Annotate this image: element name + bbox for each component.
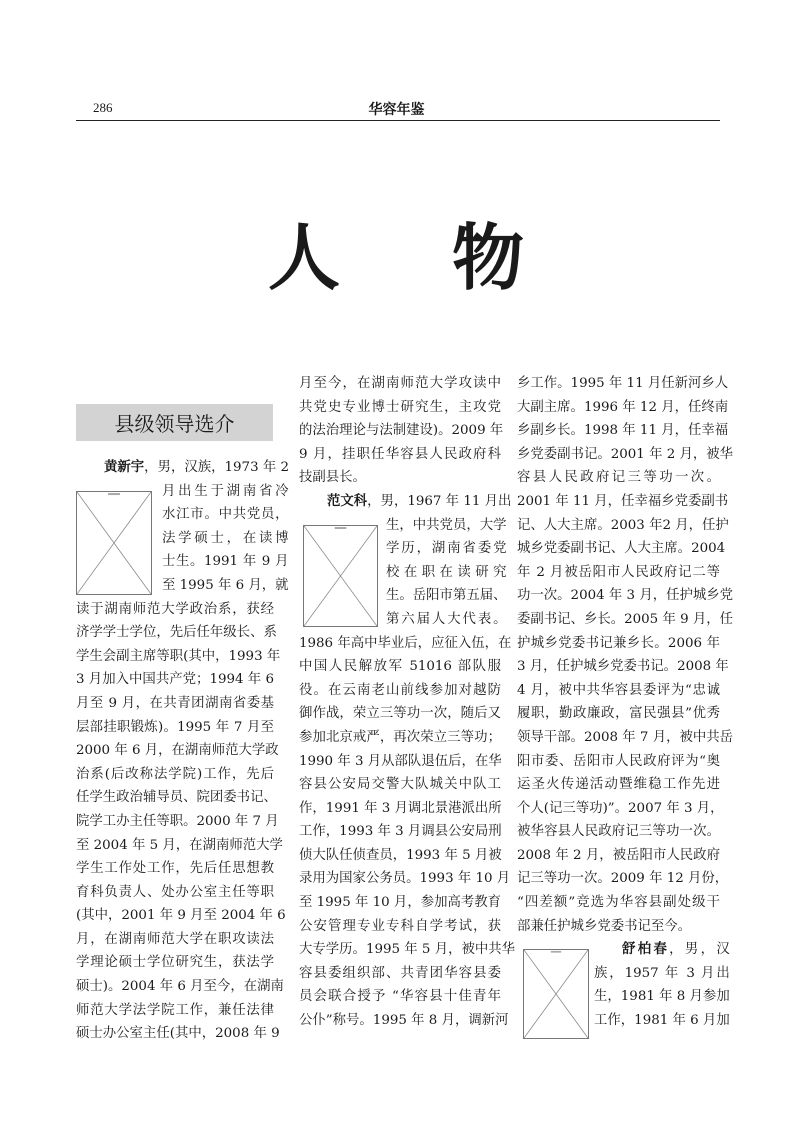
section-heading	[76, 404, 273, 441]
column-3	[517, 372, 734, 1039]
line-text: 公安管理专业专科自学考试，获	[299, 918, 501, 934]
line-text: 3 月，任护城乡党委书记。2008 年	[517, 659, 729, 675]
line-text: 法学硕士，在读博	[162, 530, 289, 546]
line-text: 月，在湖南师范大学在职攻读法	[76, 931, 274, 947]
line-text: 至 1995 年 10 月，参加高考教育	[299, 895, 502, 911]
line-text: 2008 年 2 月，被岳阳市人民政府	[517, 847, 720, 863]
text-line	[76, 1022, 280, 1046]
text-line	[299, 820, 501, 844]
text-line	[76, 763, 274, 787]
text-line	[76, 739, 279, 763]
person-name: 黄新宇	[104, 460, 145, 475]
line-text: 役。在云南老山前线参加对越防	[299, 682, 501, 698]
column-2	[299, 372, 516, 1033]
line-text: 功一次。2004 年 3 月，任护城乡党	[517, 588, 734, 604]
text-line	[386, 514, 507, 538]
text-line	[299, 773, 501, 797]
line-text: 侦大队任侦查员，1993 年 5 月被	[299, 847, 502, 863]
text-line	[162, 503, 289, 527]
line-text: 硕士)。2004 年 6 月至今，在湖南	[76, 979, 284, 995]
line-text: 生。岳阳市第五届、	[386, 588, 507, 604]
line-text: 学生会副主席等职(其中，1993 年	[76, 648, 281, 664]
text-line	[517, 844, 720, 868]
text-line	[299, 702, 501, 726]
line-text: 学历，湖南省委党	[386, 541, 507, 557]
line-text: 2000 年 6 月，在湖南师范大学政	[76, 743, 279, 759]
line-text: ，男，汉	[669, 942, 730, 958]
text-line	[76, 904, 286, 928]
line-text: 治系(后改称法学院)工作，先后	[76, 766, 274, 782]
portrait-photo-placeholder	[303, 525, 378, 627]
text-line	[162, 574, 289, 598]
text-line	[76, 621, 277, 645]
line-text: (其中，2001 年 9 月至 2004 年 6	[76, 908, 286, 924]
line-text: 育科负责人、处办公室主任等职	[76, 884, 274, 900]
line-text: 容县委组织部、共青团华容县委	[299, 965, 501, 981]
text-line	[76, 692, 274, 716]
text-line	[386, 608, 507, 632]
text-line	[517, 655, 729, 679]
line-text: 9 月，挂职任华容县人民政府科	[299, 446, 501, 462]
line-text: 族，1957 年 3 月出	[594, 965, 730, 981]
text-line	[299, 372, 501, 396]
line-text: 乡工作。1995 年 11 月任新河乡人	[517, 376, 729, 391]
text-line	[517, 561, 720, 585]
photo-figure	[517, 938, 730, 1039]
line-text: 1986 年高中毕业后，应征入伍，在	[299, 635, 512, 651]
line-text: 领导干部。2008 年 7 月，被中共岳	[517, 729, 734, 745]
text-line	[162, 550, 289, 574]
text-line	[386, 561, 507, 585]
chapter-title-char-2: 物	[452, 216, 525, 300]
text-line	[517, 514, 729, 538]
image-placeholder-icon	[77, 492, 151, 594]
text-line	[76, 834, 283, 858]
line-text: 公仆”称号。1995 年 8 月，调新河	[299, 1013, 509, 1029]
text-line	[162, 527, 289, 551]
line-text: 履职，勤政廉政，富民强县”优秀	[517, 706, 720, 722]
text-line	[517, 797, 724, 821]
line-text: 大专学历。1995 年 5 月，被中共华	[299, 942, 516, 958]
text-line	[517, 726, 734, 750]
text-line	[517, 466, 720, 490]
text-line	[386, 584, 507, 608]
person-name: 舒柏春	[622, 942, 670, 958]
text-line	[299, 938, 516, 962]
line-text: 1990 年 3 月从部队退伍后，在华	[299, 753, 502, 769]
text-line	[517, 702, 720, 726]
text-block	[76, 598, 286, 1046]
line-text: 院学工办主任等职。2000 年 7 月	[76, 813, 279, 829]
text-line	[517, 891, 720, 915]
text-line	[299, 655, 501, 679]
text-line	[76, 786, 277, 810]
text-line	[299, 679, 501, 703]
line-text: 部兼任护城乡党委书记至今。	[517, 918, 692, 934]
line-text: 4 月，被中共华容县委评为“忠诚	[517, 682, 720, 698]
text-line	[517, 537, 726, 561]
line-text: 容县公安局交警大队城关中队工	[299, 777, 501, 793]
line-text: 记三等功一次。2009 年 12 月份，	[517, 871, 729, 887]
line-text: 至 1995 年 6 月，就	[162, 577, 289, 593]
line-text: 乡党委副书记。2001 年 2 月，被华	[517, 446, 734, 462]
line-text: 月出生于湖南省冷	[162, 483, 289, 499]
page-number: 286	[93, 100, 113, 115]
line-text: 济学学士学位，先后任年级长、系	[76, 625, 277, 641]
line-text: 工作，1993 年 3 月调县公安局刑	[299, 824, 502, 840]
line-text: 层部挂职锻炼)。1995 年 7 月至	[76, 719, 274, 735]
line-text: 参加北京戒严，再次荣立三等功；	[299, 729, 501, 745]
line-text: 员会联合授予 “华容县十佳青年	[299, 989, 501, 1005]
line-text: 录用为国家公务员。1993 年 10 月	[299, 871, 511, 887]
text-line	[76, 598, 274, 622]
text-line	[162, 480, 289, 504]
text-line	[386, 537, 507, 561]
text-line	[594, 985, 730, 1009]
header-rule	[76, 120, 720, 121]
line-text: 共党史专业博士研究生，主攻党	[299, 399, 501, 415]
line-text: 生，中共党员，大学	[386, 517, 507, 533]
line-text: 被华容县人民政府记三等功一次。	[517, 824, 720, 840]
line-text: 作，1991 年 3 月调北景港派出所	[299, 800, 502, 816]
text-line	[517, 396, 729, 420]
text-line	[517, 867, 729, 891]
text-line	[517, 584, 734, 608]
text-line	[517, 372, 729, 396]
line-text: 记、人大主席。2003 年2 月，任护	[517, 517, 729, 533]
text-line	[76, 857, 274, 881]
line-text: 水江市。中共党员，	[162, 507, 289, 523]
line-text: 读于湖南师范大学政治系，获经	[76, 601, 274, 617]
text-line	[76, 668, 274, 692]
line-text: 学生工作处工作，先后任思想教	[76, 861, 274, 877]
running-title: 华容年鉴	[368, 102, 425, 118]
text-line	[299, 443, 501, 467]
text-block	[299, 372, 512, 514]
chapter-title-char-1: 人	[268, 216, 341, 300]
text-line	[299, 891, 501, 915]
text-line	[299, 419, 504, 443]
text-line	[76, 881, 274, 905]
line-text: 个人(记三等功)”。2007 年 3 月，	[517, 800, 724, 816]
line-text: 委副书记、乡长。2005 年 9 月，任	[517, 611, 734, 627]
text-line	[76, 716, 274, 740]
text-line	[299, 985, 501, 1009]
line-text: 容县人民政府记三等功一次。	[517, 470, 720, 486]
line-text: 3 月加入中国共产党；1994 年 6	[76, 672, 274, 688]
text-line	[299, 915, 501, 939]
image-placeholder-icon	[304, 526, 377, 626]
line-text: 阳市委、岳阳市人民政府评为“奥	[517, 753, 720, 769]
text-line	[594, 938, 730, 962]
text-line	[76, 810, 279, 834]
text-line	[299, 962, 501, 986]
line-text: 运圣火传递活动暨维稳工作先进	[517, 777, 720, 793]
line-text: 任学生政治辅导员、院团委书记、	[76, 790, 277, 806]
text-line	[517, 490, 729, 514]
text-line	[517, 773, 720, 797]
figure-side-text	[386, 514, 507, 632]
text-line	[517, 750, 720, 774]
text-line	[76, 456, 290, 480]
line-text: 技副县长。	[299, 470, 366, 486]
text-line	[76, 645, 281, 669]
image-placeholder-icon	[524, 950, 588, 1038]
text-block	[76, 456, 290, 480]
line-text: 第六届人大代表。	[386, 611, 507, 627]
line-text: 城乡党委副书记、人大主席。2004	[517, 541, 726, 557]
line-text: 中国人民解放军 51016 部队服	[299, 659, 501, 675]
portrait-photo-placeholder	[76, 491, 152, 595]
line-text: 月至 9 月，在共青团湖南省委基	[76, 695, 274, 711]
line-text: 乡副乡长。1998 年 11 月，任幸福	[517, 423, 729, 439]
text-line	[517, 820, 720, 844]
person-name: 范文科	[327, 493, 368, 509]
text-line	[299, 490, 512, 514]
text-line	[76, 975, 284, 999]
line-text: 师范大学法学院工作，兼任法律	[76, 1002, 274, 1018]
text-line	[299, 726, 501, 750]
text-line	[517, 679, 720, 703]
line-text: 工作，1981 年 6 月加	[594, 1013, 730, 1029]
line-text: 年 2 月被岳阳市人民政府记二等	[517, 564, 720, 580]
text-block	[517, 372, 734, 938]
text-line	[76, 928, 274, 952]
text-line	[299, 844, 501, 868]
line-text: ，男，1967 年 11 月出	[367, 493, 512, 509]
text-line	[299, 867, 511, 891]
line-text: 生，1981 年 8 月参加	[594, 989, 730, 1005]
figure-side-text	[162, 480, 289, 598]
line-text: 2001 年 11 月，任幸福乡党委副书	[517, 493, 729, 509]
line-text: ，男，汉族，1973 年 2	[144, 460, 290, 475]
photo-figure	[76, 480, 289, 598]
line-text: “四差额”竞选为华容县副处级干	[517, 895, 720, 911]
text-line	[299, 632, 512, 656]
line-text: 至 2004 年 5 月，在湖南师范大学	[76, 837, 283, 853]
line-text: 士生。1991 年 9 月	[162, 554, 289, 570]
text-line	[76, 951, 274, 975]
line-text: 硕士办公室主任(其中，2008 年 9	[76, 1026, 280, 1042]
line-text: 御作战，荣立三等功一次，随后又	[299, 706, 501, 722]
text-block	[299, 632, 516, 1033]
text-line	[517, 915, 720, 939]
line-text: 护城乡党委书记兼乡长。2006 年	[517, 635, 720, 651]
text-line	[299, 797, 501, 821]
line-text: 校在职在读研究	[386, 564, 507, 580]
portrait-photo-placeholder	[523, 949, 589, 1039]
column-1	[76, 456, 290, 1046]
section-heading-text: 县级领导选介	[114, 412, 235, 436]
figure-side-text	[594, 938, 730, 1039]
text-line	[517, 632, 720, 656]
text-line	[299, 466, 501, 490]
text-line	[299, 1009, 509, 1033]
text-line	[299, 396, 501, 420]
line-text: 的法治理论与法制建设)。2009 年	[299, 423, 504, 439]
text-line	[517, 608, 734, 632]
line-text: 月至今，在湖南师范大学攻读中	[299, 376, 501, 391]
text-line	[76, 999, 274, 1023]
line-text: 学理论硕士学位研究生，获法学	[76, 955, 274, 971]
text-line	[517, 443, 734, 467]
text-line	[594, 962, 730, 986]
text-line	[594, 1009, 730, 1033]
line-text: 大副主席。1996 年 12 月，任终南	[517, 399, 729, 415]
text-line	[299, 750, 501, 774]
photo-figure	[299, 514, 507, 632]
text-line	[517, 419, 729, 443]
